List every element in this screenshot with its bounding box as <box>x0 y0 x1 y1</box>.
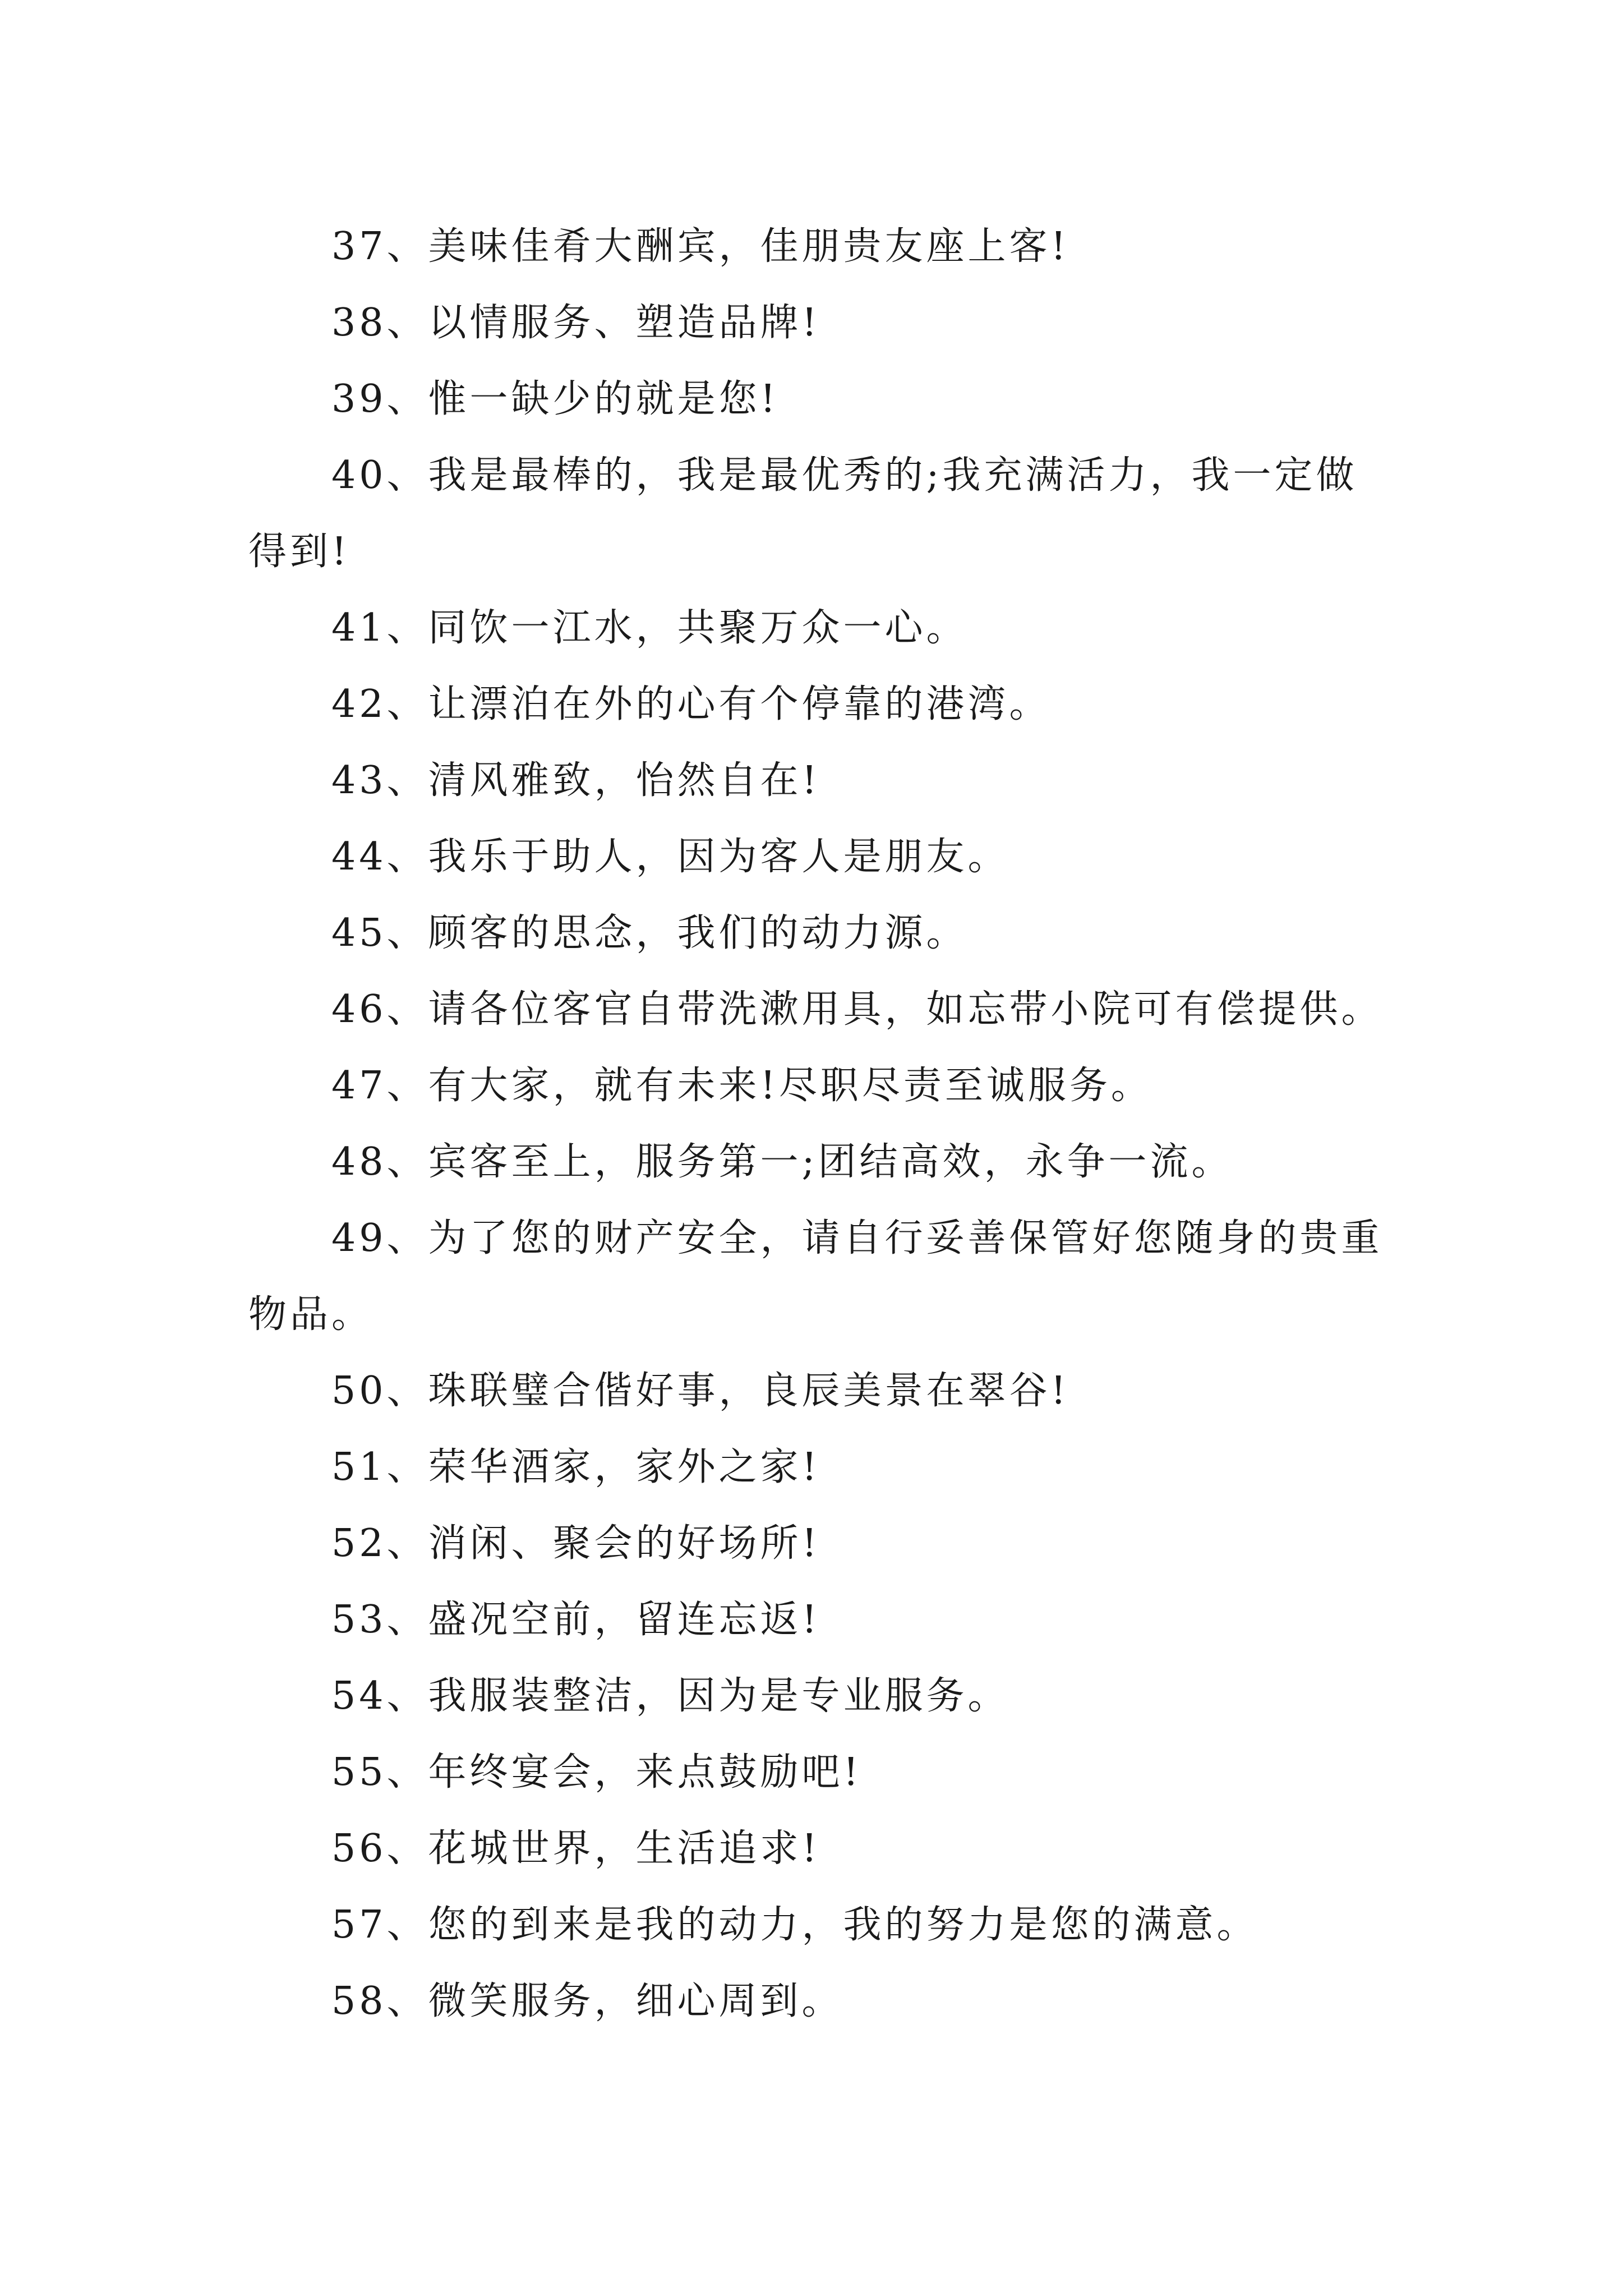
paragraph: 37、美味佳肴大酬宾，佳朋贵友座上客! <box>331 224 1069 269</box>
paragraph: 50、珠联璧合偕好事，良辰美景在翠谷! <box>331 1369 1069 1413</box>
paragraph: 51、荣华酒家，家外之家! <box>331 1445 820 1489</box>
paragraph: 47、有大家，就有未来!尽职尽责至诚服务。 <box>331 1064 1152 1108</box>
paragraph: 54、我服装整洁，因为是专业服务。 <box>331 1674 1009 1718</box>
paragraph: 49、为了您的财产安全，请自行妥善保管好您随身的贵重物品。 <box>248 1216 1383 1337</box>
paragraph: 53、盛况空前，留连忘返! <box>331 1598 820 1642</box>
paragraph: 38、以情服务、塑造品牌! <box>331 301 820 345</box>
paragraph: 57、您的到来是我的动力，我的努力是您的满意。 <box>331 1903 1258 1947</box>
paragraph: 45、顾客的思念，我们的动力源。 <box>331 911 968 955</box>
paragraph: 56、花城世界，生活追求! <box>331 1826 820 1871</box>
paragraph: 39、惟一缺少的就是您! <box>331 377 779 421</box>
paragraph: 40、我是最棒的，我是最优秀的;我充满活力，我一定做得到! <box>248 453 1358 574</box>
paragraph: 55、年终宴会，来点鼓励吧! <box>331 1750 862 1795</box>
paragraph: 46、请各位客官自带洗漱用具，如忘带小院可有偿提供。 <box>331 987 1383 1032</box>
paragraph: 44、我乐于助人，因为客人是朋友。 <box>331 835 1009 879</box>
paragraph: 58、微笑服务，细心周到。 <box>331 1979 843 2023</box>
paragraph: 52、消闲、聚会的好场所! <box>331 1521 820 1566</box>
document-body <box>248 209 1387 2040</box>
paragraph: 42、让漂泊在外的心有个停靠的港湾。 <box>331 682 1051 726</box>
paragraph: 41、同饮一江水，共聚万众一心。 <box>331 606 968 650</box>
paragraph: 48、宾客至上，服务第一;团结高效，永争一流。 <box>331 1140 1233 1184</box>
paragraph: 43、清风雅致，怡然自在! <box>331 758 820 803</box>
